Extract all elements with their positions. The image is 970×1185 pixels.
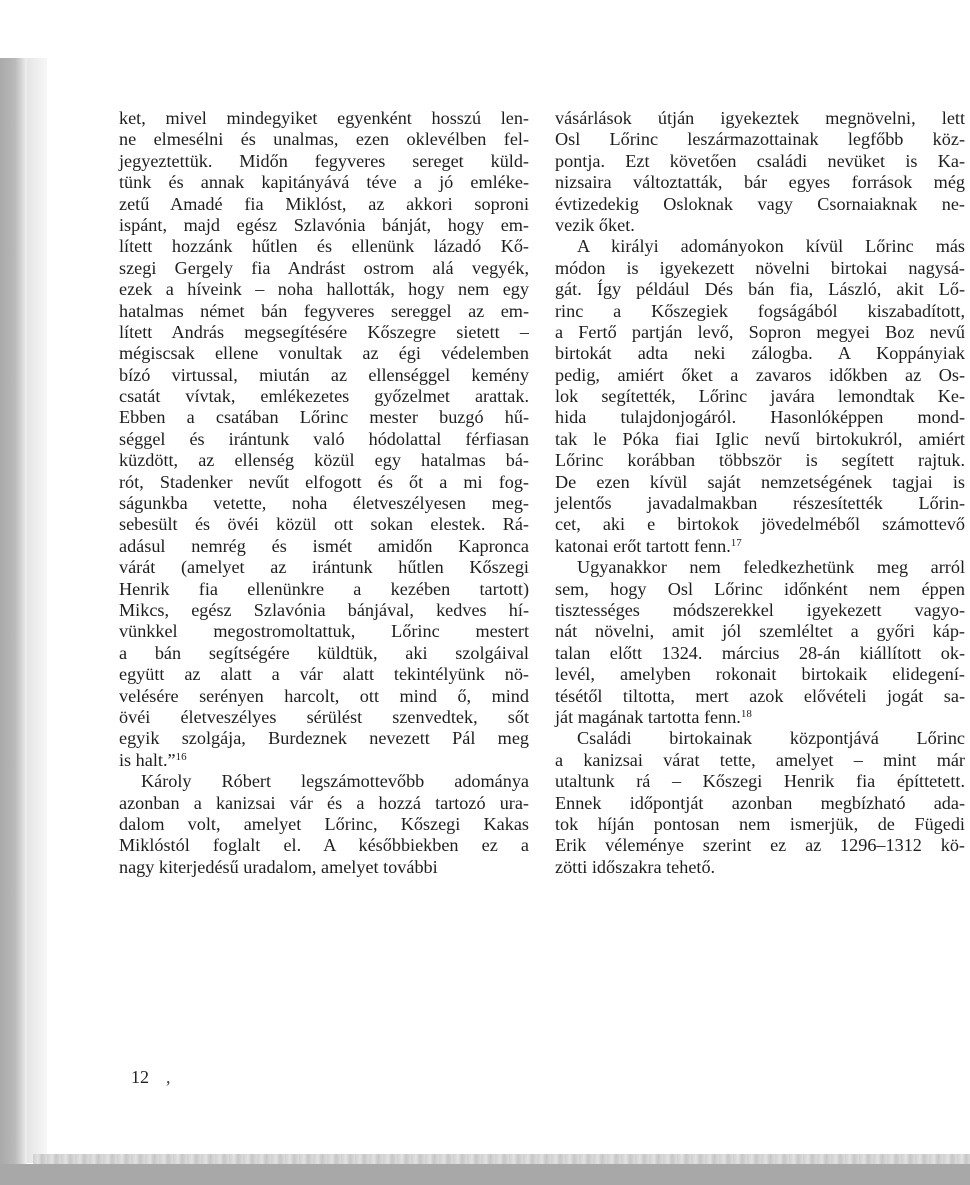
text-line (555, 643, 965, 664)
line-text: tisztességes módszerekkel igyekezett vagyo- (555, 599, 965, 620)
text-line (119, 728, 529, 749)
text-line (119, 151, 529, 172)
line-text: évtizedekig Osloknak vagy Csornaiaknak ne- (555, 193, 965, 214)
text-line (555, 172, 965, 193)
line-text: A királyi adományokon kívül Lőrinc más (577, 236, 965, 257)
text-line (555, 279, 965, 300)
line-text: tésétől tiltotta, mert azok elővételi jogát sa- (555, 685, 965, 706)
text-line (555, 857, 965, 878)
line-text: övéi életveszélyes sérülést szenvedtek, sőt (119, 706, 529, 727)
line-text: ját magának tartotta fenn. (555, 706, 741, 727)
text-line (119, 835, 529, 856)
page-mark: , (166, 1067, 171, 1087)
line-text: jegyeztettük. Midőn fegyveres sereget küld- (119, 150, 529, 171)
line-text: lített hozzánk hűtlen és ellenünk lázadó Kő- (119, 236, 529, 257)
line-text: a Fertő partján levő, Sopron megyei Boz nevű (555, 321, 965, 342)
text-line (119, 771, 529, 792)
text-line (555, 536, 965, 557)
line-text: dalom volt, amelyet Lőrinc, Kőszegi Kakas (119, 813, 529, 834)
text-line (555, 151, 965, 172)
line-text: pedig, amiért őket a zavaros időkben az Os- (555, 364, 965, 385)
text-line (119, 857, 529, 878)
text-line (119, 301, 529, 322)
line-text: pontja. Ezt követően családi nevüket is Ka- (555, 150, 965, 171)
text-line (555, 579, 965, 600)
text-line (555, 258, 965, 279)
text-line (555, 793, 965, 814)
text-line (555, 771, 965, 792)
page-number: 12 (131, 1067, 149, 1087)
text-line (555, 686, 965, 707)
text-line (555, 236, 965, 257)
text-line (119, 215, 529, 236)
line-text: a bán segítségére küldtük, aki szolgáival (119, 642, 529, 663)
text-line (555, 301, 965, 322)
line-text: együtt az alatt a vár alatt tekintélyünk nö- (119, 664, 529, 685)
text-line (555, 621, 965, 642)
line-text: azonban a kanizsai vár és a hozzá tartozó ura- (119, 792, 529, 813)
text-line (555, 365, 965, 386)
line-text: várát (amelyet az irántunk hűtlen Kőszegi (119, 557, 529, 578)
text-line (555, 472, 965, 493)
text-line (555, 194, 965, 215)
line-text: hatalmas német bán fegyveres sereggel az em- (119, 300, 529, 321)
line-text: birtokát adta neki zálogba. A Koppányiak (555, 343, 965, 364)
text-line (555, 814, 965, 835)
scan-margin-shadow (0, 58, 27, 1185)
text-line (555, 429, 965, 450)
text-line (119, 750, 529, 771)
line-text: Miklóstól foglalt el. A későbbiekben ez a (119, 835, 529, 856)
text-line (555, 108, 965, 129)
footnote-reference: 17 (730, 536, 742, 549)
text-line (119, 664, 529, 685)
line-text: vásárlások útján igyekeztek megnövelni, lett (555, 108, 965, 128)
paragraph (555, 236, 965, 557)
scan-page-bottom-edge (33, 1154, 970, 1164)
line-text: ezek a híveink – noha hallották, hogy nem egy (119, 279, 529, 300)
line-text: cet, aki e birtokok jövedelméből számottevő (555, 514, 965, 535)
line-text: hida tulajdonjogáról. Hasonlóképpen mond- (555, 407, 965, 428)
line-text: zetű Amadé fia Miklóst, az akkori soproni (119, 193, 529, 214)
line-text: gát. Így például Dés bán fia, László, akit Lő- (555, 279, 965, 300)
line-text: Osl Lőrinc leszármazottainak legfőbb köz- (555, 129, 965, 150)
text-line (119, 407, 529, 428)
text-line (555, 600, 965, 621)
right-text-column (555, 108, 965, 878)
line-text: vezik őket. (555, 214, 635, 235)
text-line (555, 450, 965, 471)
line-text: módon is igyekezett növelni birtokai nagysá- (555, 257, 965, 278)
line-text: ne elmesélni és unalmas, ezen oklevélben fel- (119, 129, 529, 150)
text-line (119, 129, 529, 150)
text-line (555, 407, 965, 428)
text-line (555, 322, 965, 343)
line-text: ket, mivel mindegyiket egyenként hosszú len- (119, 108, 529, 128)
line-text: tünk és annak kapitányává téve a jó emléke- (119, 172, 529, 193)
text-line (119, 557, 529, 578)
text-line (119, 450, 529, 471)
text-line (555, 215, 965, 236)
line-text: bízó virtussal, miután az ellenséggel kemény (119, 364, 529, 385)
line-text: zötti időszakra tehető. (555, 856, 716, 877)
footnote-reference: 18 (740, 707, 752, 720)
line-text: Családi birtokainak központjává Lőrinc (577, 728, 965, 749)
line-text: szegi Gergely fia Andrást ostrom alá vegyék, (119, 257, 529, 278)
line-text: csatát vívtak, emlékezetes győzelmet arattak. (119, 386, 529, 407)
text-line (555, 514, 965, 535)
line-text: egyik szolgája, Burdeznek nevezett Pál meg (119, 728, 529, 749)
line-text: is halt.” (119, 749, 176, 770)
text-line (119, 429, 529, 450)
line-text: mégiscsak ellene vonultak az égi védelemben (119, 343, 529, 364)
paragraph (119, 771, 529, 878)
line-text: talan előtt 1324. március 28-án kiállított ok- (555, 642, 965, 663)
text-line (119, 686, 529, 707)
text-line (119, 108, 529, 129)
line-text: rinc a Kőszegiek fogságából kiszabadított, (555, 300, 965, 321)
line-text: Lőrinc korábban többször is segített rajtuk. (555, 450, 965, 471)
line-text: ságunkba vetette, noha életveszélyesen meg- (119, 493, 529, 514)
line-text: jelentős javadalmakban részesítették Lőrin- (555, 493, 965, 514)
line-text: Henrik fia ellenünkre a kezében tartott) (119, 578, 529, 599)
line-text: küzdött, az ellenség közül egy hatalmas bá- (119, 450, 529, 471)
line-text: vünkkel megostromoltattuk, Lőrinc mestert (119, 621, 529, 642)
text-line (555, 343, 965, 364)
line-text: katonai erőt tartott fenn. (555, 535, 731, 556)
line-text: sebesült és övéi közül ott sokan elestek. Rá- (119, 514, 529, 535)
text-line (555, 386, 965, 407)
text-line (119, 386, 529, 407)
text-line (119, 472, 529, 493)
paragraph (555, 108, 965, 236)
line-text: adásul nemrég és ismét amidőn Kapronca (119, 535, 529, 556)
text-line (119, 172, 529, 193)
text-line (555, 728, 965, 749)
text-line (119, 279, 529, 300)
line-text: Ennek időpontját azonban megbízható ada- (555, 792, 965, 813)
scan-bottom-background (0, 1164, 970, 1185)
text-line (119, 365, 529, 386)
line-text: nizsaira változtatták, bár egyes források még (555, 172, 965, 193)
line-text: velésére serényen harcolt, ott mind ő, mind (119, 685, 529, 706)
scan-margin-gutter (27, 58, 47, 1163)
text-line (119, 514, 529, 535)
text-line (119, 814, 529, 835)
line-text: lített András megsegítésére Kőszegre sietett – (119, 321, 529, 342)
text-line (119, 343, 529, 364)
line-text: Erik véleménye szerint ez az 1296–1312 kö- (555, 835, 965, 856)
line-text: nagy kiterjedésű uradalom, amelyet további (119, 856, 438, 877)
text-line (555, 664, 965, 685)
text-line (555, 129, 965, 150)
line-text: levél, amelyben rokonait birtokaik elidegení- (555, 664, 965, 685)
text-line (555, 557, 965, 578)
left-text-column (119, 108, 529, 878)
paragraph (119, 108, 529, 771)
text-line (119, 236, 529, 257)
line-text: a kanizsai várat tette, amelyet – mint már (555, 749, 965, 770)
footnote-reference: 16 (175, 750, 187, 763)
line-text: tak le Póka fiai Iglic nevű birtokukról, amiért (555, 428, 965, 449)
line-text: Mikcs, egész Szlavónia bánjával, kedves hí- (119, 599, 529, 620)
text-line (119, 258, 529, 279)
line-text: séggel és irántunk való hódolattal férfiasan (119, 428, 529, 449)
text-line (119, 322, 529, 343)
line-text: nát növelni, amit jól szemléltet a győri káp- (555, 621, 965, 642)
text-line (555, 493, 965, 514)
line-text: Ebben a csatában Lőrinc mester buzgó hű- (119, 407, 529, 428)
text-line (119, 643, 529, 664)
line-text: rót, Stadenker nevűt elfogott és őt a mi fog- (119, 471, 529, 492)
text-line (119, 707, 529, 728)
line-text: utaltunk rá – Kőszegi Henrik fia építtetett. (555, 771, 965, 792)
text-line (555, 750, 965, 771)
text-line (119, 621, 529, 642)
text-line (119, 579, 529, 600)
text-line (119, 493, 529, 514)
line-text: Károly Róbert legszámottevőbb adománya (141, 771, 529, 792)
text-line (555, 835, 965, 856)
text-line (119, 194, 529, 215)
line-text: Ugyanakkor nem feledkezhetünk meg arról (577, 557, 965, 578)
text-line (119, 793, 529, 814)
paragraph (555, 557, 965, 728)
text-line (119, 600, 529, 621)
line-text: tok híján pontosan nem ismerjük, de Fügedi (555, 813, 965, 834)
paragraph (555, 728, 965, 878)
line-text: sem, hogy Osl Lőrinc időnként nem éppen (555, 578, 965, 599)
text-line (119, 536, 529, 557)
line-text: lok segítették, Lőrinc javára lemondtak Ke- (555, 386, 965, 407)
text-line (555, 707, 965, 728)
line-text: ispánt, majd egész Szlavónia bánját, hogy em- (119, 214, 529, 235)
line-text: De ezen kívül saját nemzetségének tagjai is (555, 471, 965, 492)
